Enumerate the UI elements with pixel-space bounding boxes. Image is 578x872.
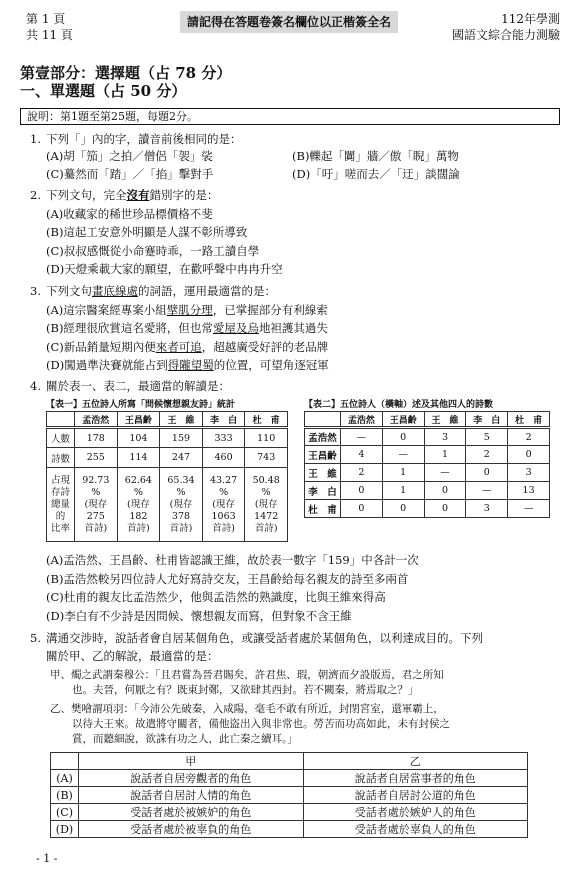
pct-value: 62.64 — [124, 474, 152, 486]
table-header: 王昌齡 — [117, 412, 160, 428]
q1-option-a[interactable]: (A)胡「笳」之拍／僧侶「袈」裟 — [46, 149, 213, 163]
instruction-box: 說明：第1題至第25題，每題2分。 — [20, 108, 560, 125]
option-label: (B) — [51, 787, 79, 804]
table-header: 王昌齡 — [382, 412, 424, 428]
question-number: 2. — [30, 188, 41, 202]
stem-text: 錯別字的是： — [149, 188, 219, 202]
stem-emphasis: 沒有 — [126, 188, 150, 202]
table-cell: 0 — [341, 500, 383, 518]
table-cell: 2 — [508, 428, 550, 446]
passage-yi — [50, 702, 450, 747]
stem-text: 下列文句 — [46, 284, 92, 298]
table-cell — [160, 468, 203, 542]
table-cell: 104 — [117, 428, 160, 448]
q1-option-c[interactable]: (C)驀然而「踏」／「掐」擊對手 — [46, 167, 214, 181]
exam-subject: 國語文綜合能力測驗 — [451, 28, 560, 42]
table-cell: 3 — [508, 464, 550, 482]
note-text: 首詩) — [254, 522, 278, 534]
option-text: ，已掌握部分有利線索 — [212, 303, 328, 317]
q5-option-c[interactable] — [51, 804, 528, 821]
stem-text: 的詞語，運用最適當的是： — [138, 284, 276, 298]
table-cell: 159 — [160, 428, 203, 448]
question-stem — [46, 187, 219, 204]
row-label: 王昌齡 — [305, 446, 341, 464]
page-number: - 1 - — [36, 852, 58, 865]
underlined-phrase: 來者可追 — [155, 340, 202, 354]
exam-year: 112年學測 — [501, 12, 560, 26]
label-line: 總量 — [50, 498, 70, 510]
table1 — [46, 411, 288, 542]
passage-line: 以待大王來。故遣將守關者，備他盜出入與非常也。勞苦而功高如此，未有封侯之 — [72, 718, 450, 730]
pct-unit: % — [91, 486, 101, 498]
q4-option-b[interactable]: (B)孟浩然較另四位詩人尤好寫詩交友，王昌齡給每名親友的詩至多兩首 — [46, 572, 409, 586]
table-header: 孟浩然 — [341, 412, 383, 428]
table-cell: 460 — [202, 448, 245, 468]
q5-option-b[interactable] — [51, 787, 528, 804]
note-text: 首詩) — [127, 522, 150, 534]
table-cell: 受話者處於被嫉妒的角色 — [79, 804, 304, 821]
table-cell: 2 — [341, 464, 383, 482]
option-text: 的位置，可望角逐冠軍 — [213, 358, 329, 372]
note-text: 首詩) — [212, 522, 235, 534]
stem-text: 下列文句，完全 — [46, 188, 127, 202]
option-label: (C) — [51, 804, 79, 821]
table-cell: 2 — [466, 446, 508, 464]
pct-unit: % — [219, 486, 229, 498]
q3-option-d[interactable] — [46, 357, 329, 374]
row-label: 人數 — [47, 428, 75, 448]
underlined-phrase: 擘肌分理 — [166, 303, 213, 317]
q3-option-a[interactable] — [46, 302, 328, 319]
table-cell: 0 — [341, 482, 383, 500]
exam-info — [452, 11, 560, 43]
row-label: 詩數 — [47, 448, 75, 468]
table-cell: 說話者自居旁觀者的角色 — [79, 770, 304, 787]
q2-option-a[interactable]: (A)收藏家的稀世珍品標價格不斐 — [46, 207, 213, 221]
table1-caption: 【表一】五位詩人所寫「問候懷想親友詩」統計 — [46, 400, 236, 410]
table-cell: 5 — [466, 428, 508, 446]
option-text: (A)這宗醫案經專案小組 — [46, 303, 167, 317]
note-text: 首詩) — [84, 522, 108, 534]
row-label: 孟浩然 — [305, 428, 341, 446]
table-cell: 1 — [382, 464, 424, 482]
option-label: (A) — [51, 770, 79, 787]
table-cell: 110 — [245, 428, 288, 448]
q3-option-c[interactable] — [46, 339, 328, 356]
underlined-phrase: 得隴望蜀 — [167, 358, 214, 372]
column-header-yi: 乙 — [303, 753, 528, 770]
label-line: 存詩 — [50, 486, 70, 498]
q5-option-d[interactable] — [51, 821, 528, 838]
note-text: (現存 — [127, 498, 150, 510]
question-stem-line2: 關於甲、乙的解說，最適當的是： — [46, 649, 219, 663]
question-stem: 關於表一、表二，最適當的解讀是： — [46, 379, 230, 393]
table-header-empty — [305, 412, 341, 428]
label-line: 占現 — [50, 474, 70, 486]
question-number: 4. — [30, 379, 41, 393]
table-cell: 1 — [382, 482, 424, 500]
label-line: 比率 — [50, 522, 70, 534]
q1-option-b[interactable]: (B)轢起「闐」牆／傲「睨」萬物 — [292, 149, 459, 163]
question-stem: 下列「」內的字，讀音前後相同的是： — [46, 132, 242, 146]
note-text: 首詩) — [169, 522, 193, 534]
option-text: ，超越廣受好評的老品牌 — [201, 340, 329, 354]
table-cell: 13 — [508, 482, 550, 500]
table-row — [305, 464, 550, 482]
question-number: 3. — [30, 284, 41, 298]
q1-option-d[interactable]: (D)「吁」嗟而去／「迂」談闊論 — [292, 167, 460, 181]
page-line: 第 1 頁 — [26, 12, 66, 26]
label-line: 的 — [55, 510, 66, 522]
table-cell: 0 — [508, 446, 550, 464]
table-row — [305, 482, 550, 500]
table-header: 杜 甫 — [508, 412, 550, 428]
table-header: 李 白 — [466, 412, 508, 428]
row-label — [47, 468, 75, 542]
total-value: 378 — [171, 510, 191, 522]
table-cell: 255 — [75, 448, 118, 468]
table-cell: 受話者處於辜負人的角色 — [303, 821, 528, 838]
option-text: (D)闖過準決賽就能占到 — [46, 358, 168, 372]
table-cell: 1 — [424, 446, 466, 464]
table-row — [47, 468, 288, 542]
table-cell: 247 — [160, 448, 203, 468]
pct-unit: % — [261, 486, 271, 498]
total-value: 182 — [129, 510, 148, 522]
table-cell: 743 — [245, 448, 288, 468]
table-cell: 0 — [424, 482, 466, 500]
table-cell: 0 — [382, 500, 424, 518]
pct-unit: % — [133, 486, 143, 498]
q4-option-a[interactable]: (A)孟浩然、王昌齡、杜甫皆認識王維，故於表一數字「159」中各計一次 — [46, 553, 419, 567]
part-title: 第壹部分：選擇題（占 78 分） — [20, 64, 232, 82]
note-text: (現存 — [212, 498, 235, 510]
table-row — [47, 448, 288, 468]
stem-underline: 畫底線處 — [92, 284, 138, 298]
total-value: 1472 — [254, 510, 279, 522]
table-cell — [75, 468, 118, 542]
page-indicator — [26, 11, 73, 43]
table-row — [305, 500, 550, 518]
table-cell: — — [382, 446, 424, 464]
passage-line: 賞，而聽細說，欲誅有功之人，此亡秦之續耳。」 — [72, 733, 298, 745]
table-cell: 0 — [424, 500, 466, 518]
passage-line: 甲、燭之武謂秦穆公：「且君嘗為晉君賜矣，許君焦、瑕，朝濟而夕設版焉，君之所知 — [50, 669, 444, 681]
pct-value: 43.27 — [209, 474, 238, 486]
question-stem: 溝通交涉時，說話者會自居某個角色，或讓受話者處於某個角色，以利達成目的。下列 — [46, 631, 483, 645]
passage-line: 乙、樊噲謂項羽：「今沛公先破秦，入咸陽，毫毛不敢有所近，封閉宮室，還軍霸上， — [50, 703, 444, 715]
total-value: 1063 — [211, 510, 236, 522]
table-cell: 說話者自居當事者的角色 — [303, 770, 528, 787]
table-cell: — — [341, 428, 383, 446]
table-cell: 受話者處於嫉妒人的角色 — [303, 804, 528, 821]
q2-option-c[interactable]: (C)叔叔感慨從小命蹇時乖，一路工讀自學 — [46, 244, 260, 258]
table-header: 王 維 — [160, 412, 203, 428]
pct-value: 92.73 — [82, 474, 110, 486]
table-cell: 178 — [75, 428, 118, 448]
column-header-jia: 甲 — [79, 753, 304, 770]
table-header: 杜 甫 — [245, 412, 288, 428]
table-header-empty — [51, 753, 79, 770]
underlined-phrase: 愛屋及烏 — [212, 321, 259, 335]
q3-option-b[interactable] — [46, 320, 328, 337]
table-cell: 0 — [382, 428, 424, 446]
table-cell: 3 — [424, 428, 466, 446]
table-cell: 0 — [466, 464, 508, 482]
pct-value: 50.48 — [252, 474, 280, 486]
answer-table-header — [51, 753, 528, 770]
total-pages-line: 共 11 頁 — [26, 28, 73, 42]
answer-table — [50, 752, 528, 838]
table-cell: — — [466, 482, 508, 500]
table-cell: 受話者處於被辜負的角色 — [79, 821, 304, 838]
table-cell — [117, 468, 160, 542]
table-header: 王 維 — [424, 412, 466, 428]
table-cell: 4 — [341, 446, 383, 464]
table-cell: 3 — [466, 500, 508, 518]
question-stem — [46, 283, 276, 300]
option-text: (B)經理很欣賞這名愛將，但也常 — [46, 321, 213, 335]
table-row — [47, 428, 288, 448]
signature-notice: 請記得在答題卷簽名欄位以正楷簽全名 — [180, 11, 398, 33]
note-text: (現存 — [169, 498, 193, 510]
table-row — [305, 446, 550, 464]
row-label: 李 白 — [305, 482, 341, 500]
table-cell: — — [508, 500, 550, 518]
option-label: (D) — [51, 821, 79, 838]
q2-option-b[interactable]: (B)這起工安意外明顯是人謀不彰所導致 — [46, 225, 248, 239]
table-header: 孟浩然 — [75, 412, 118, 428]
table-cell: 說話者自居討公道的角色 — [303, 787, 528, 804]
table-cell — [245, 468, 288, 542]
total-value: 275 — [86, 510, 105, 522]
pct-unit: % — [176, 486, 186, 498]
table-header-empty — [47, 412, 75, 428]
table-cell: 說話者自居討人情的角色 — [79, 787, 304, 804]
table-cell: 114 — [117, 448, 160, 468]
question-number: 1. — [30, 132, 41, 146]
table2-caption: 【表二】五位詩人（橫軸）述及其他四人的詩數 — [304, 400, 494, 410]
section-title: 一、單選題（占 50 分） — [20, 82, 187, 100]
question-number: 5. — [30, 631, 41, 645]
option-text: 地袒護其過失 — [258, 321, 328, 335]
q2-option-d[interactable]: (D)天燈乘載大家的願望，在歡呼聲中冉冉升空 — [46, 262, 283, 276]
table-header: 李 白 — [202, 412, 245, 428]
table-cell: — — [424, 464, 466, 482]
q4-option-c[interactable]: (C)杜甫的親友比孟浩然少，他與孟浩然的熟識度，比與王維來得高 — [46, 590, 386, 604]
passage-line: 也。夫晉，何厭之有？既東封鄭，又欲肆其西封。若不闕秦，將焉取之？」 — [72, 684, 419, 696]
row-label: 王 維 — [305, 464, 341, 482]
table-row — [305, 428, 550, 446]
row-label: 杜 甫 — [305, 500, 341, 518]
pct-value: 65.34 — [167, 474, 195, 486]
table-cell: 333 — [202, 428, 245, 448]
q4-option-d[interactable]: (D)李白有不少詩是因問候、懷想親友而寫，但對象不含王維 — [46, 609, 352, 623]
passage-jia — [50, 668, 444, 698]
q5-option-a[interactable] — [51, 770, 528, 787]
note-text: (現存 — [254, 498, 278, 510]
table-cell — [202, 468, 245, 542]
option-text: (C)新品銷量短期內便 — [46, 340, 156, 354]
note-text: (現存 — [84, 498, 108, 510]
table2 — [304, 411, 550, 518]
